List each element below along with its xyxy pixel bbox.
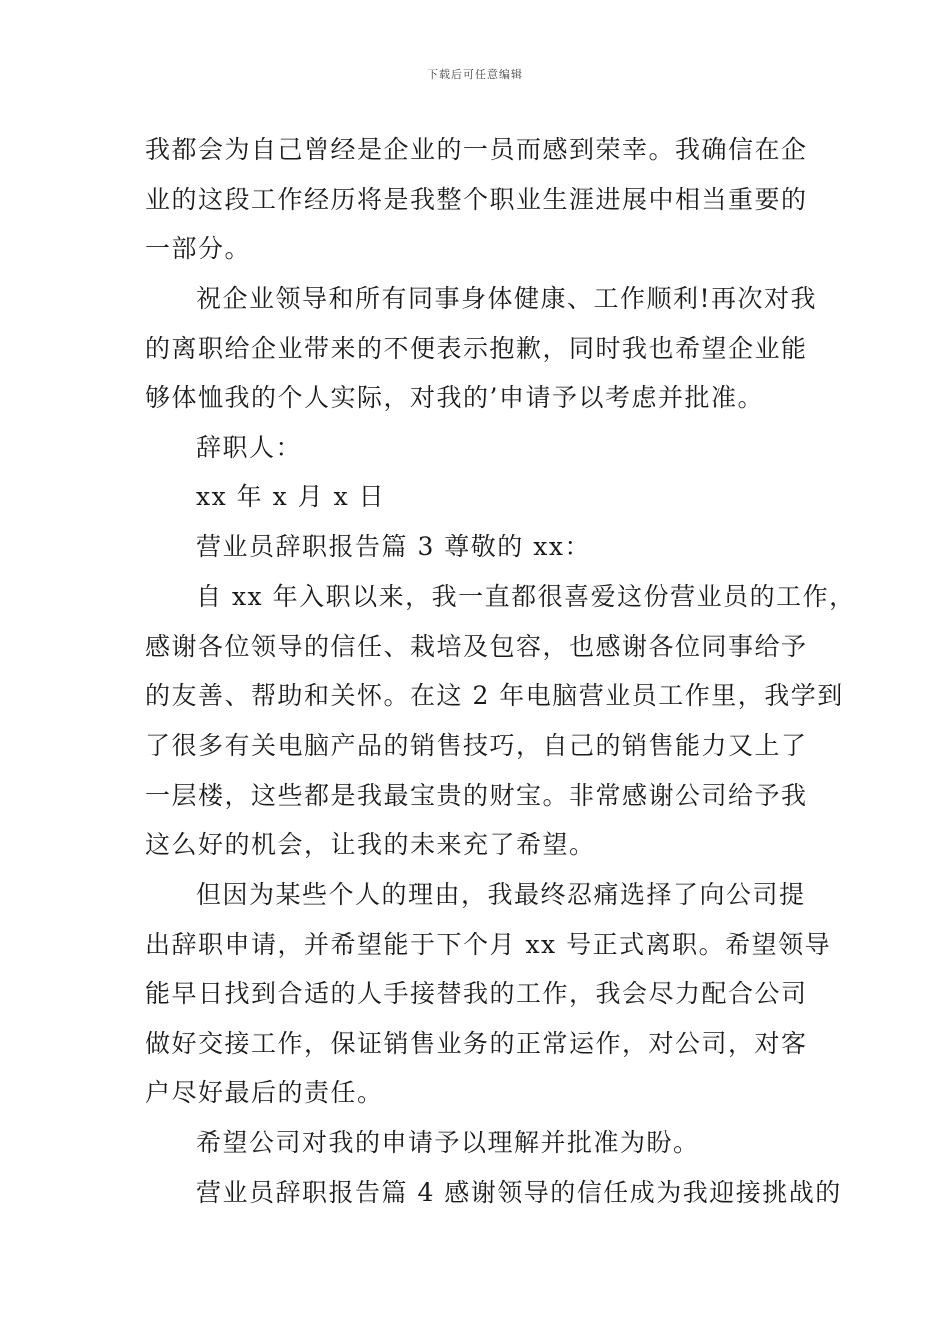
text-line: 了很多有关电脑产品的销售技巧，自己的销售能力又上了 — [145, 731, 808, 760]
text-line: 我都会为自己曾经是企业的一员而感到荣幸。我确信在企 — [145, 135, 808, 164]
text-line: 户尽好最后的责任。 — [145, 1078, 384, 1107]
text-line: 一层楼，这些都是我最宝贵的财宝。非常感谢公司给予我 — [145, 781, 808, 810]
page-header-note: 下载后可任意编辑 — [427, 68, 523, 81]
section-heading: 营业员辞职报告篇 3 尊敬的 xx： — [196, 532, 591, 561]
text-line: 的离职给企业带来的不便表示抱歉，同时我也希望企业能 — [145, 334, 808, 363]
text-line: 这么好的机会，让我的未来充了希望。 — [145, 830, 596, 859]
text-line: 业的这段工作经历将是我整个职业生涯进展中相当重要的 — [145, 185, 808, 214]
text-line: 出辞职申请，并希望能于下个月 xx 号正式离职。希望领导 — [145, 930, 832, 959]
text-line: 感谢各位领导的信任、栽培及包容，也感谢各位同事给予 — [145, 632, 808, 661]
date-line: xx 年 x 月 x 日 — [196, 482, 386, 511]
text-line: 能早日找到合适的人手接替我的工作，我会尽力配合公司 — [145, 979, 808, 1008]
signature-label: 辞职人： — [196, 433, 303, 462]
section-heading: 营业员辞职报告篇 4 感谢领导的信任成为我迎接挑战的 — [196, 1178, 842, 1207]
text-line: 一部分。 — [145, 234, 252, 263]
text-line: 够体恤我的个人实际，对我的’申请予以考虑并批准。 — [145, 383, 764, 412]
text-line: 做好交接工作，保证销售业务的正常运作，对公司，对客 — [145, 1029, 808, 1058]
paragraph-start-line: 自 xx 年入职以来，我一直都很喜爱这份营业员的工作， — [196, 582, 856, 611]
paragraph-start-line: 希望公司对我的申请予以理解并批准为盼。 — [196, 1128, 700, 1157]
text-line: 的友善、帮助和关怀。在这 2 年电脑营业员工作里，我学到 — [145, 681, 844, 710]
paragraph-start-line: 但因为某些个人的理由，我最终忍痛选择了向公司提 — [196, 880, 806, 909]
paragraph-start-line: 祝企业领导和所有同事身体健康、工作顺利!再次对我 — [196, 284, 818, 313]
